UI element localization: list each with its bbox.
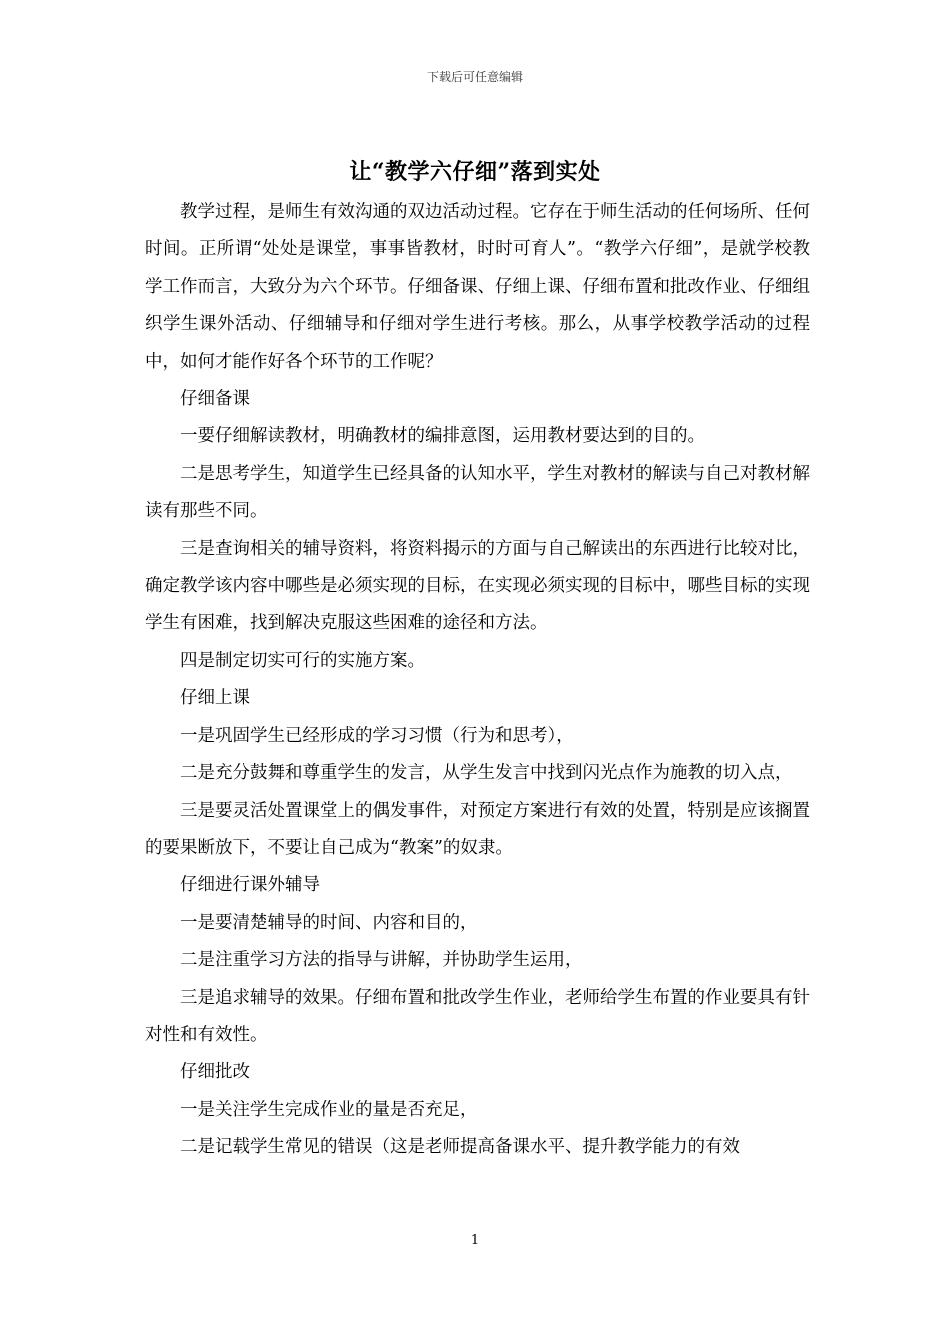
paragraph: 三是要灵活处置课堂上的偶发事件，对预定方案进行有效的处置，特别是应该搁置的要果断放下，不要让自己成为“教案”的奴隶。 bbox=[145, 800, 810, 858]
section-heading: 仔细进行课外辅导 bbox=[180, 875, 320, 896]
section-heading: 仔细上课 bbox=[180, 688, 250, 709]
page-number: 1 bbox=[470, 1233, 480, 1248]
document-body bbox=[145, 194, 810, 1167]
paragraph: 一是关注学生完成作业的量是否充足， bbox=[180, 1099, 478, 1120]
paragraph: 二是记载学生常见的错误（这是老师提高备课水平、提升教学能力的有效 bbox=[180, 1137, 740, 1158]
paragraph: 一是巩固学生已经形成的学习习惯（行为和思考）， bbox=[180, 725, 574, 746]
paragraph: 三是查询相关的辅导资料，将资料揭示的方面与自己解读出的东西进行比较对比，确定教学该内容中哪些是必须实现的目标，在实现必须实现的目标中，哪些目标的实现学生有困难，找到解决克服这些困难的途径和方法。 bbox=[145, 538, 810, 634]
paragraph: 教学过程，是师生有效沟通的双边活动过程。它存在于师生活动的任何场所、任何时间。正所谓“处处是课堂，事事皆教材，时时可育人”。“教学六仔细”，是就学校教学工作而言，大致分为六个环节。仔细备课、仔细上课、仔细布置和批改作业、仔细组织学生课外活动、仔细辅导和仔细对学生进行考核。那么，从事学校教学活动的过程中，如何才能作好各个环节的工作呢？ bbox=[145, 202, 810, 372]
header-note: 下载后可任意编辑 bbox=[426, 70, 523, 84]
paragraph: 四是制定切实可行的实施方案。 bbox=[180, 650, 425, 671]
section-heading: 仔细批改 bbox=[180, 1062, 250, 1083]
paragraph: 二是注重学习方法的指导与讲解，并协助学生运用， bbox=[180, 950, 583, 971]
document-title: 让“教学六仔细”落到实处 bbox=[349, 159, 601, 185]
paragraph: 一要仔细解读教材，明确教材的编排意图，运用教材要达到的目的。 bbox=[180, 426, 705, 447]
section-heading: 仔细备课 bbox=[180, 389, 250, 410]
paragraph: 二是充分鼓舞和尊重学生的发言，从学生发言中找到闪光点作为施教的切入点， bbox=[180, 763, 793, 784]
paragraph: 三是追求辅导的效果。仔细布置和批改学生作业，老师给学生布置的作业要具有针对性和有效性。 bbox=[145, 987, 810, 1045]
paragraph: 二是思考学生，知道学生已经具备的认知水平，学生对教材的解读与自己对教材解读有那些不同。 bbox=[145, 463, 810, 522]
paragraph: 一是要清楚辅导的时间、内容和目的， bbox=[180, 912, 478, 933]
